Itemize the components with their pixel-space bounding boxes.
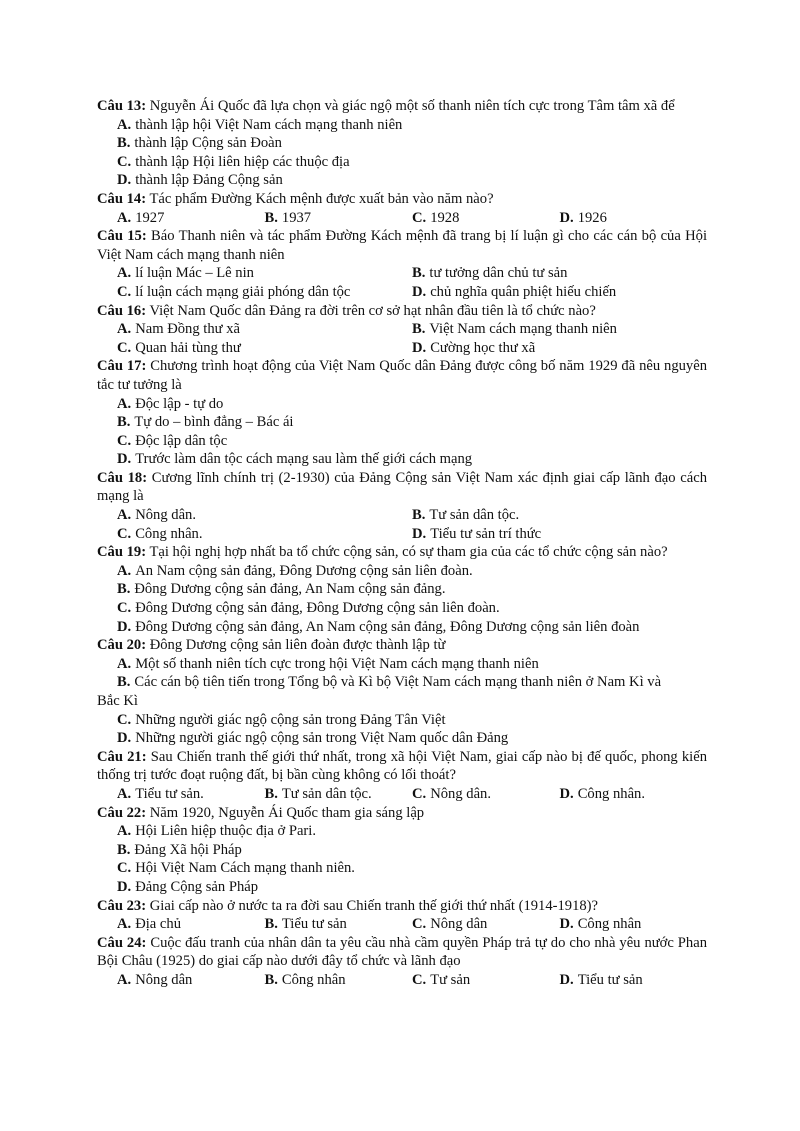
answer-option: [117, 264, 412, 283]
question-text: [97, 543, 707, 562]
answer-option: [97, 673, 687, 710]
answer-option: [117, 134, 707, 153]
answer-option: [412, 785, 560, 804]
question-prompt: Năm 1920, Nguyễn Ái Quốc tham gia sáng lập: [149, 804, 425, 821]
option-text: thành lập Đảng Cộng sản: [135, 172, 283, 189]
option-letter: C.: [117, 283, 132, 300]
option-letter: B.: [117, 674, 131, 691]
answer-option: [117, 841, 707, 860]
question-text: [97, 804, 707, 823]
answer-options: [97, 506, 707, 543]
option-letter: D.: [117, 878, 132, 895]
answer-options: [97, 915, 707, 934]
answer-options: [97, 395, 707, 469]
question-text: [97, 469, 707, 506]
option-letter: A.: [117, 916, 132, 933]
question-block: [97, 934, 707, 990]
answer-option: [412, 915, 560, 934]
option-letter: D.: [117, 730, 132, 747]
question-prompt: Việt Nam Quốc dân Đảng ra đời trên cơ sở hạt nhân đầu tiên là tổ chức nào?: [149, 302, 596, 319]
option-text: Đông Dương cộng sản đảng, An Nam cộng sản đảng.: [134, 581, 446, 598]
answer-option: [412, 525, 707, 544]
answer-option: [117, 655, 707, 674]
option-text: Tiểu tư sản: [577, 971, 643, 988]
question-number: Câu 18:: [97, 469, 148, 486]
question-prompt: Chương trình hoạt động của Việt Nam Quốc dân Đảng được công bố năm 1929 đã nêu nguyên tắc tư tưởng là: [97, 358, 707, 393]
option-letter: C.: [412, 785, 427, 802]
option-letter: C.: [412, 971, 427, 988]
question-text: [97, 748, 707, 785]
answer-option: [117, 432, 707, 451]
option-letter: D.: [559, 916, 574, 933]
option-text: Một số thanh niên tích cực trong hội Việt Nam cách mạng thanh niên: [135, 655, 539, 672]
option-letter: D.: [117, 618, 132, 635]
answer-option: [117, 878, 707, 897]
answer-option: [117, 506, 412, 525]
answer-options: [97, 209, 707, 228]
option-text: Công nhân.: [135, 525, 203, 542]
answer-option: [117, 562, 707, 581]
option-text: Đảng Xã hội Pháp: [134, 841, 242, 858]
answer-option: [412, 283, 707, 302]
question-prompt: Báo Thanh niên và tác phẩm Đường Kách mệnh đã trang bị lí luận gì cho các cán bộ của Hội Việt Nam cách mạng thanh niên: [97, 228, 708, 263]
option-letter: D.: [559, 209, 574, 226]
option-text: chủ nghĩa quân phiệt hiếu chiến: [430, 283, 617, 300]
option-letter: B.: [117, 135, 131, 152]
option-letter: A.: [117, 116, 132, 133]
answer-option: [117, 283, 412, 302]
option-text: Độc lập - tự do: [135, 395, 224, 412]
option-letter: D.: [412, 339, 427, 356]
answer-options: [97, 655, 707, 748]
answer-option: [560, 785, 708, 804]
option-text: Nam Đồng thư xã: [135, 321, 240, 338]
option-text: 1937: [281, 209, 312, 226]
option-text: An Nam cộng sản đảng, Đông Dương cộng sản liên đoàn.: [135, 562, 473, 579]
option-text: Đông Dương cộng sản đảng, Đông Dương cộng sản liên đoàn.: [135, 600, 500, 617]
option-text: Việt Nam cách mạng thanh niên: [429, 321, 617, 338]
option-text: Độc lập dân tộc: [135, 432, 228, 449]
answer-option: [117, 711, 707, 730]
option-letter: D.: [117, 451, 132, 468]
question-prompt: Cương lĩnh chính trị (2-1930) của Đảng Cộng sản Việt Nam xác định giai cấp lãnh đạo cách mạng là: [97, 469, 707, 505]
question-prompt: Tại hội nghị hợp nhất ba tổ chức cộng sản, có sự tham gia của các tổ chức cộng sản nào?: [149, 544, 668, 561]
answer-option: [412, 339, 707, 358]
answer-option: [117, 116, 707, 135]
answer-option: [117, 785, 265, 804]
option-text: Công nhân: [281, 971, 346, 988]
answer-options: [97, 785, 707, 804]
option-text: Tư sản: [430, 971, 471, 988]
answer-option: [117, 525, 412, 544]
question-block: [97, 227, 707, 301]
question-block: [97, 190, 707, 227]
question-text: [97, 227, 707, 264]
option-text: Tư sản dân tộc.: [429, 507, 520, 524]
option-letter: B.: [117, 581, 131, 598]
question-text: [97, 357, 707, 394]
answer-option: [412, 506, 707, 525]
option-letter: D.: [559, 785, 574, 802]
option-text: Tiểu tư sản.: [135, 785, 204, 802]
question-text: [97, 97, 707, 116]
question-number: Câu 20:: [97, 637, 147, 654]
question-text: [97, 934, 707, 971]
answer-option: [265, 915, 413, 934]
question-text: [97, 897, 707, 916]
option-letter: A.: [117, 395, 132, 412]
answer-option: [117, 209, 265, 228]
option-text: Quan hải tùng thư: [135, 339, 241, 356]
option-letter: B.: [412, 265, 426, 282]
option-text: thành lập hội Việt Nam cách mạng thanh niên: [135, 116, 403, 133]
question-prompt: Sau Chiến tranh thế giới thứ nhất, trong xã hội Việt Nam, giai cấp nào bị đế quốc, phong kiến thống trị tước đoạt ruộng đất, bị bần cùng không có lối thoát?: [97, 748, 708, 784]
answer-option: [117, 599, 707, 618]
option-text: Nông dân: [430, 916, 488, 933]
option-text: Đảng Cộng sản Pháp: [135, 878, 259, 895]
option-letter: D.: [117, 172, 132, 189]
option-text: Công nhân: [577, 916, 642, 933]
answer-option: [117, 153, 707, 172]
option-letter: A.: [117, 507, 132, 524]
option-letter: C.: [117, 153, 132, 170]
option-text: Nông dân.: [135, 507, 197, 524]
answer-options: [97, 971, 707, 990]
answer-option: [412, 209, 560, 228]
answer-options: [97, 320, 707, 357]
question-block: [97, 748, 707, 804]
option-letter: B.: [264, 209, 278, 226]
answer-option: [560, 971, 708, 990]
option-text: Đông Dương cộng sản đảng, An Nam cộng sản đảng, Đông Dương cộng sản liên đoàn: [135, 618, 640, 635]
answer-options: [97, 822, 707, 896]
option-letter: D.: [412, 283, 427, 300]
question-number: Câu 22:: [97, 804, 147, 821]
option-text: thành lập Cộng sản Đoàn: [134, 135, 282, 152]
option-text: Những người giác ngộ cộng sản trong Đảng Tân Việt: [135, 711, 446, 728]
option-letter: D.: [559, 971, 574, 988]
answer-option: [412, 971, 560, 990]
question-block: [97, 636, 707, 748]
question-block: [97, 804, 707, 897]
option-letter: B.: [412, 321, 426, 338]
option-text: 1928: [430, 209, 460, 226]
question-number: Câu 19:: [97, 544, 147, 561]
option-text: 1926: [577, 209, 607, 226]
option-text: Những người giác ngộ cộng sản trong Việt Nam quốc dân Đảng: [135, 730, 509, 747]
option-text: Tự do – bình đẳng – Bác ái: [134, 414, 294, 431]
question-number: Câu 16:: [97, 302, 147, 319]
answer-option: [560, 915, 708, 934]
answer-option: [412, 264, 707, 283]
question-prompt: Đông Dương cộng sản liên đoàn được thành lập từ: [149, 637, 446, 654]
answer-option: [117, 915, 265, 934]
answer-option: [117, 450, 707, 469]
answer-option: [265, 971, 413, 990]
answer-option: [265, 785, 413, 804]
option-letter: B.: [117, 841, 131, 858]
option-letter: C.: [117, 860, 132, 877]
question-text: [97, 636, 707, 655]
option-letter: C.: [117, 432, 132, 449]
option-text: Cường học thư xã: [430, 339, 536, 356]
answer-option: [117, 822, 707, 841]
option-text: Nông dân: [135, 971, 193, 988]
question-prompt: Tác phẩm Đường Kách mệnh được xuất bản vào năm nào?: [149, 190, 494, 207]
question-number: Câu 13:: [97, 98, 147, 114]
answer-option: [117, 171, 707, 190]
option-text: Nông dân.: [430, 785, 492, 802]
question-number: Câu 15:: [97, 228, 147, 245]
option-letter: B.: [117, 414, 131, 431]
option-letter: A.: [117, 971, 132, 988]
option-text: Tiểu tư sản trí thức: [430, 525, 542, 542]
option-letter: B.: [412, 507, 426, 524]
answer-option: [117, 320, 412, 339]
answer-options: [97, 264, 707, 301]
answer-option: [117, 971, 265, 990]
answer-option: [117, 859, 707, 878]
option-letter: A.: [117, 562, 132, 579]
answer-option: [412, 320, 707, 339]
question-number: Câu 14:: [97, 190, 147, 207]
question-text: [97, 302, 707, 321]
question-text: [97, 190, 707, 209]
answer-option: [265, 209, 413, 228]
question-prompt: Cuộc đấu tranh của nhân dân ta yêu cầu nhà cầm quyền Pháp trả tự do cho nhà yêu nước Phan Bội Châu (1925) do giai cấp nào dưới đây tổ chức và lãnh đạo: [97, 934, 707, 970]
option-text: lí luận cách mạng giải phóng dân tộc: [135, 283, 351, 300]
option-letter: C.: [117, 600, 132, 617]
answer-option: [117, 413, 707, 432]
option-text: thành lập Hội liên hiệp các thuộc địa: [135, 153, 350, 170]
answer-options: [97, 116, 707, 190]
question-prompt: Giai cấp nào ở nước ta ra đời sau Chiến tranh thế giới thứ nhất (1914-1918)?: [149, 897, 599, 914]
option-text: Công nhân.: [577, 785, 645, 802]
option-text: Hội Liên hiệp thuộc địa ở Pari.: [135, 823, 316, 840]
answer-option: [117, 729, 707, 748]
option-letter: C.: [117, 525, 132, 542]
option-letter: A.: [117, 265, 132, 282]
option-letter: A.: [117, 655, 132, 672]
question-number: Câu 17:: [97, 358, 147, 375]
option-letter: C.: [117, 339, 132, 356]
answer-option: [117, 395, 707, 414]
option-letter: C.: [412, 916, 427, 933]
answer-option: [117, 339, 412, 358]
option-letter: C.: [117, 711, 132, 728]
question-block: [97, 897, 707, 934]
option-text: Tiểu tư sản: [281, 916, 347, 933]
option-text: 1927: [135, 209, 165, 226]
answer-options: [97, 562, 707, 636]
question-block: [97, 302, 707, 358]
question-number: Câu 21:: [97, 748, 147, 765]
answer-option: [117, 618, 707, 637]
question-block: [97, 357, 707, 469]
option-letter: A.: [117, 785, 132, 802]
question-block: [97, 97, 707, 190]
option-text: tư tưởng dân chủ tư sản: [429, 265, 568, 282]
question-prompt: Nguyễn Ái Quốc đã lựa chọn và giác ngộ một số thanh niên tích cực trong Tâm tâm xã để: [149, 98, 675, 114]
option-letter: B.: [264, 785, 278, 802]
option-text: Hội Việt Nam Cách mạng thanh niên.: [135, 860, 355, 877]
option-letter: B.: [264, 916, 278, 933]
option-letter: A.: [117, 823, 132, 840]
question-number: Câu 23:: [97, 897, 147, 914]
option-text: Tư sản dân tộc.: [281, 785, 372, 802]
option-letter: A.: [117, 321, 132, 338]
option-letter: B.: [264, 971, 278, 988]
option-text: lí luận Mác – Lê nin: [135, 265, 254, 282]
option-letter: D.: [412, 525, 427, 542]
question-number: Câu 24:: [97, 934, 147, 951]
option-text: Trước làm dân tộc cách mạng sau làm thế giới cách mạng: [135, 451, 473, 468]
question-block: [97, 543, 707, 636]
question-block: [97, 469, 707, 543]
option-text: Các cán bộ tiên tiến trong Tổng bộ và Kì bộ Việt Nam cách mạng thanh niên ở Nam Kì và Bắc Kì: [97, 674, 662, 709]
option-letter: A.: [117, 209, 132, 226]
option-letter: C.: [412, 209, 427, 226]
answer-option: [117, 580, 707, 599]
question-sheet: [97, 97, 707, 990]
option-text: Địa chủ: [135, 916, 181, 933]
answer-option: [560, 209, 708, 228]
